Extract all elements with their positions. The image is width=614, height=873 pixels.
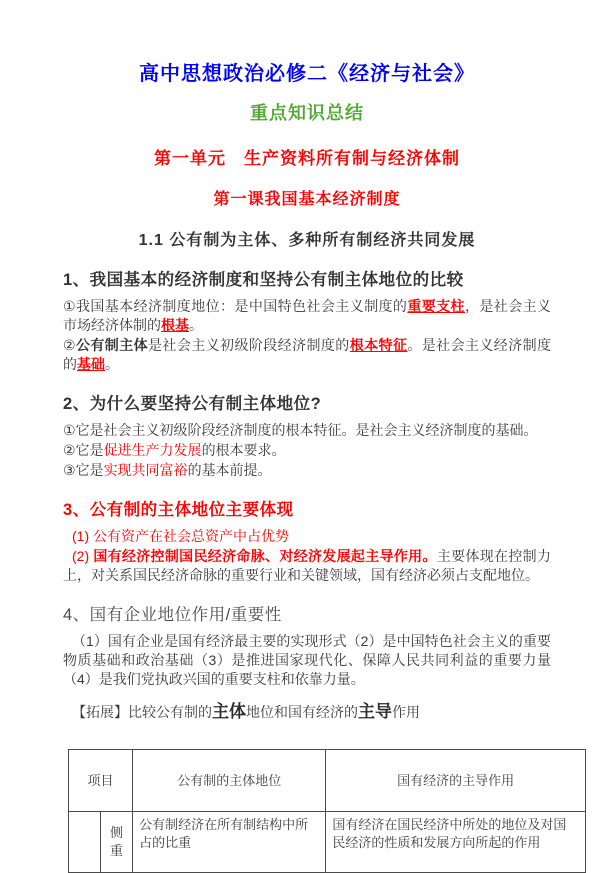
table-cell-subject-focus: 公有制经济在所有制结构中所占的比重 (133, 812, 326, 873)
key-term-underlined: 重要支柱 (407, 298, 465, 314)
topic-heading: 1.1 公有制为主体、多种所有制经济共同发展 (138, 232, 476, 249)
table-header-subject-status: 公有制的主体地位 (133, 750, 326, 812)
table-header-row (69, 750, 586, 812)
section-3-item-1: (1) 公有资产在社会总资产中占优势 (72, 528, 289, 544)
table-cell-empty (69, 812, 101, 873)
section-2-heading: 2、为什么要坚持公有制主体地位? (63, 395, 322, 413)
key-term-red: 促进生产力发展 (103, 442, 202, 458)
section-2-item-1: ①它是社会主义初级阶段经济制度的根本特征。是社会主义经济制度的基础。 (63, 422, 538, 438)
comparison-table (68, 749, 586, 873)
text-run: 作用 (392, 704, 420, 720)
text-run: ② (63, 337, 76, 353)
emphasis-term: 主导 (358, 702, 392, 721)
section-4-heading: 4、国有企业地位作用/重要性 (63, 606, 282, 624)
section-3-heading: 3、公有制的主体地位主要体现 (63, 501, 294, 519)
lesson-heading: 第一课我国基本经济制度 (213, 191, 401, 208)
text-run: 【拓展】比较公有制的 (72, 704, 212, 720)
text-run: 的基本前提。 (187, 462, 272, 478)
text-run: ③它是 (63, 462, 104, 478)
section-3-item-2 (63, 547, 551, 585)
key-term-underlined: 根基 (161, 317, 189, 333)
emphasis-term: 主体 (212, 702, 246, 721)
expansion-note (63, 702, 551, 722)
table-row (69, 812, 586, 873)
table-header-leading-role: 国有经济的主导作用 (326, 750, 586, 812)
key-term-underlined: 基础 (77, 356, 105, 372)
table-cell-leading-focus: 国有经济在国民经济中所处的地位及对国民经济的性质和发展方向所起的作用 (326, 812, 586, 873)
section-2-item-2 (63, 441, 551, 460)
section-2-item-3 (63, 461, 551, 480)
doc-title: 高中思想政治必修二《经济与社会》 (139, 63, 475, 85)
key-phrase-red-bold: 国有经济控制国民经济命脉、对经济发展起主导作用。 (93, 548, 437, 564)
text-run: 。是社会主义经济制度的 (63, 337, 552, 372)
table-cell-row-label: 侧重 (101, 812, 133, 873)
doc-subtitle: 重点知识总结 (250, 103, 364, 123)
section-1-paragraph-1 (63, 297, 551, 335)
text-run: 。 (105, 356, 119, 372)
text-run: 的根本要求。 (201, 442, 286, 458)
text-run: ②它是 (63, 442, 104, 458)
unit-heading: 第一单元 生产资料所有制与经济体制 (154, 149, 460, 168)
text-run: ，是社会主义市场经济体制的 (63, 298, 552, 333)
section-1-paragraph-2 (63, 336, 551, 374)
text-run: 是社会主义初级阶段经济制度的 (148, 337, 350, 353)
section-1-heading: 1、我国基本的经济制度和坚持公有制主体地位的比较 (63, 271, 464, 289)
text-run: 。 (189, 317, 203, 333)
table-header-item: 项目 (69, 750, 133, 812)
key-term-red: 实现共同富裕 (103, 462, 188, 478)
section-4-paragraph: （1）国有企业是国有经济最主要的实现形式（2）是中国特色社会主义的重要物质基础和政治基础（3）是推进国家现代化、保障人民共同利益的重要力量（4）是我们党执政兴国的重要支柱和依靠力量。 (63, 633, 551, 687)
key-term-underlined: 根本特征 (349, 337, 408, 353)
text-run: ①我国基本经济制度地位：是中国特色社会主义制度的 (63, 298, 408, 314)
text-run: 地位和国有经济的 (246, 704, 358, 720)
item-number-red: (2) (72, 548, 94, 564)
text-run: 主要体现在控制力上，对关系国民经济命脉的重要行业和关键领域，国有经济必须占支配地位。 (63, 548, 551, 583)
bold-term: 公有制主体 (75, 337, 149, 353)
